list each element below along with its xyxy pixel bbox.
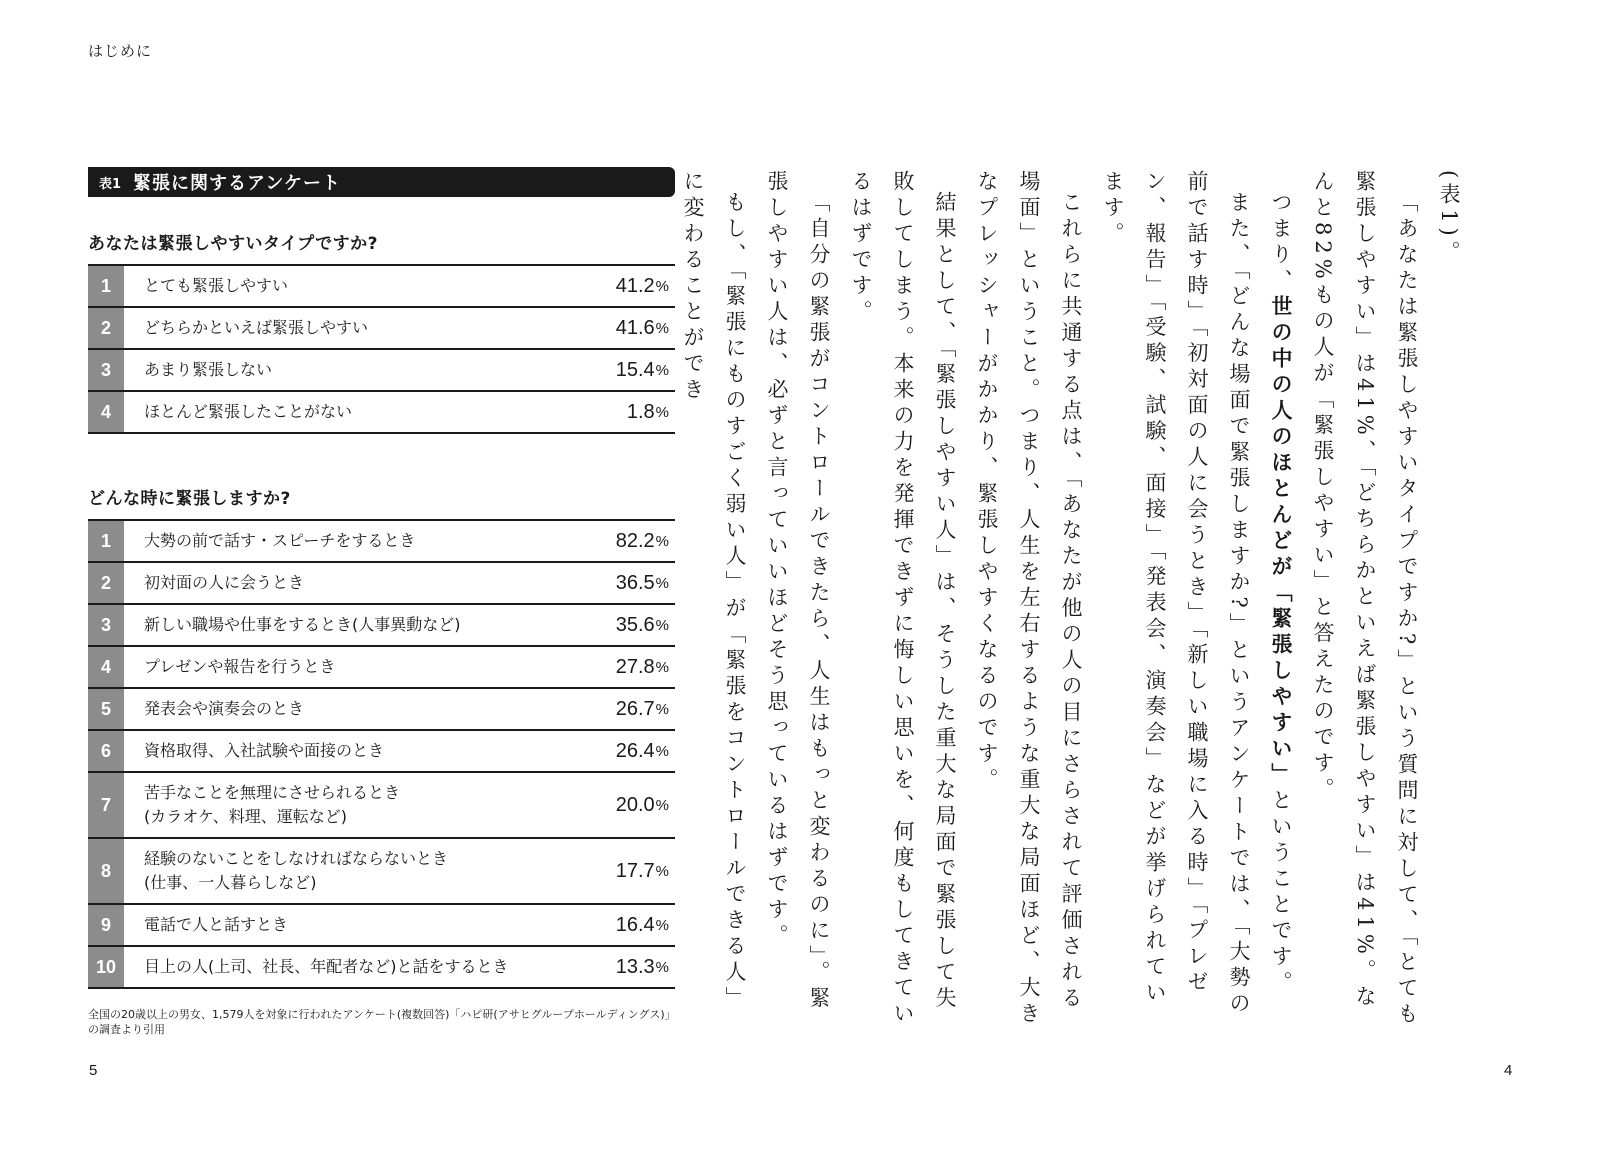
row-label: ほとんど緊張したことがない [144,402,353,421]
q1-row-4 [88,392,675,434]
row-percent: 27.8 % [615,655,669,678]
q2-row-3 [88,605,675,647]
row-label: 新しい職場や仕事をするとき(人事異動など) [144,615,461,634]
paragraph: つまり、世の中の人のほとんどが「緊張しやすい」ということです。 [1269,191,1293,997]
row-percent: 15.4 % [615,358,669,381]
page-number-right: 4 [1504,1062,1513,1079]
row-percent: 16.4 % [615,913,669,936]
q2-row-7 [88,773,675,839]
row-percent: 41.6 % [615,316,669,339]
q2-row-4 [88,647,675,689]
paragraph: もし、「緊張にものすごく弱い人」が「緊張をコントロールできる人」に変わることができ [681,170,747,1013]
row-label: 発表会や演奏会のとき [144,699,305,718]
row-label: 初対面の人に会うとき [144,573,305,592]
paragraph: (表1)。 [1437,170,1461,267]
q2-rows [88,519,675,989]
running-head: はじめに [88,42,153,60]
row-label: 苦手なことを無理にさせられるとき (カラオケ、料理、運転など) [144,783,401,826]
q2-row-8 [88,839,675,905]
q2-row-6 [88,731,675,773]
row-label: 大勢の前で話す・スピーチをするとき [144,531,416,550]
row-percent: 1.8 % [626,400,669,423]
rank-badge: 9 [88,905,124,945]
row-label: 資格取得、入社試験や面接のとき [144,741,385,760]
row-percent: 13.3 % [615,955,669,978]
vertical-body-text [681,170,1470,1030]
q1-rows [88,264,675,434]
row-percent: 36.5 % [615,571,669,594]
paragraph: 結果として、「緊張しやすい人」は、そうした重大な局面で緊張して失敗してしまう。本来の力を発揮できずに悔しい思いを、何度もしてきているはずです。 [849,170,957,1028]
row-percent: 35.6 % [615,613,669,636]
q2-row-5 [88,689,675,731]
paragraph: 「あなたは緊張しやすいタイプですか?」という質問に対して、「とても緊張しやすい」は41%、「どちらかといえば緊張しやすい」は41%。なんと82%もの人が「緊張しやすい」と答えたのです。 [1311,170,1419,1029]
row-label: あまり緊張しない [144,360,273,379]
paragraph: また、「どんな場面で緊張しますか?」というアンケートでは、「大勢の前で話す時」「初対面の人に会うとき」「新しい職場に入る時」「プレゼン、報告」「受験、試験、面接」「発表会、演奏会」などが挙げられています。 [1101,170,1251,1019]
paragraph: 「自分の緊張がコントロールできたら、人生はもっと変わるのに」。緊張しやすい人は、必ずと言っていいほどそう思っているはずです。 [765,170,831,1013]
rank-badge: 8 [88,839,124,903]
question-1: あなたは緊張しやすいタイプですか? [88,234,379,254]
row-label: 電話で人と話すとき [144,915,289,934]
q2-row-1 [88,521,675,563]
rank-badge: 3 [88,350,124,390]
rank-badge: 6 [88,731,124,771]
paragraph: これらに共通する点は、「あなたが他の人の目にさらされて評価される場面」ということ。つまり、人生を左右するような重大な局面ほど、大きなプレッシャーがかかり、緊張しやすくなるのです。 [975,170,1083,1028]
row-percent: 20.0 % [615,793,669,816]
row-label: とても緊張しやすい [144,276,289,295]
row-percent: 17.7 % [615,859,669,882]
rank-badge: 4 [88,647,124,687]
row-percent: 26.4 % [615,739,669,762]
table-title: 緊張に関するアンケート [133,173,341,194]
row-label: 目上の人(上司、社長、年配者など)と話をするとき [144,957,509,976]
rank-badge: 2 [88,308,124,348]
q1-row-3 [88,350,675,392]
row-percent: 82.2 % [615,529,669,552]
q2-row-10 [88,947,675,989]
q1-row-2 [88,308,675,350]
rank-badge: 2 [88,563,124,603]
rank-badge: 3 [88,605,124,645]
rank-badge: 4 [88,392,124,432]
row-percent: 26.7 % [615,697,669,720]
row-label: プレゼンや報告を行うとき [144,657,336,676]
q2-row-2 [88,563,675,605]
table-tag: 表1 [99,176,122,192]
table-title-bar [88,167,675,197]
rank-badge: 1 [88,521,124,561]
question-2: どんな時に緊張しますか? [88,489,291,509]
source-note: 全国の20歳以上の男女、1,579人を対象に行われたアンケート(複数回答)「ハピ研(アサヒグループホールディングス)」の調査より引用 [88,1008,676,1036]
rank-badge: 1 [88,266,124,306]
row-percent: 41.2 % [615,274,669,297]
q2-row-9 [88,905,675,947]
emphasis-text: 世の中の人のほとんどが「緊張しやすい」 [1269,295,1293,789]
rank-badge: 7 [88,773,124,837]
rank-badge: 10 [88,947,124,987]
page-number-left: 5 [89,1062,98,1079]
q1-row-1 [88,266,675,308]
row-label: どちらかといえば緊張しやすい [144,318,369,337]
rank-badge: 5 [88,689,124,729]
row-label: 経験のないことをしなければならないとき (仕事、一人暮らしなど) [144,849,449,892]
survey-table [88,167,675,1037]
